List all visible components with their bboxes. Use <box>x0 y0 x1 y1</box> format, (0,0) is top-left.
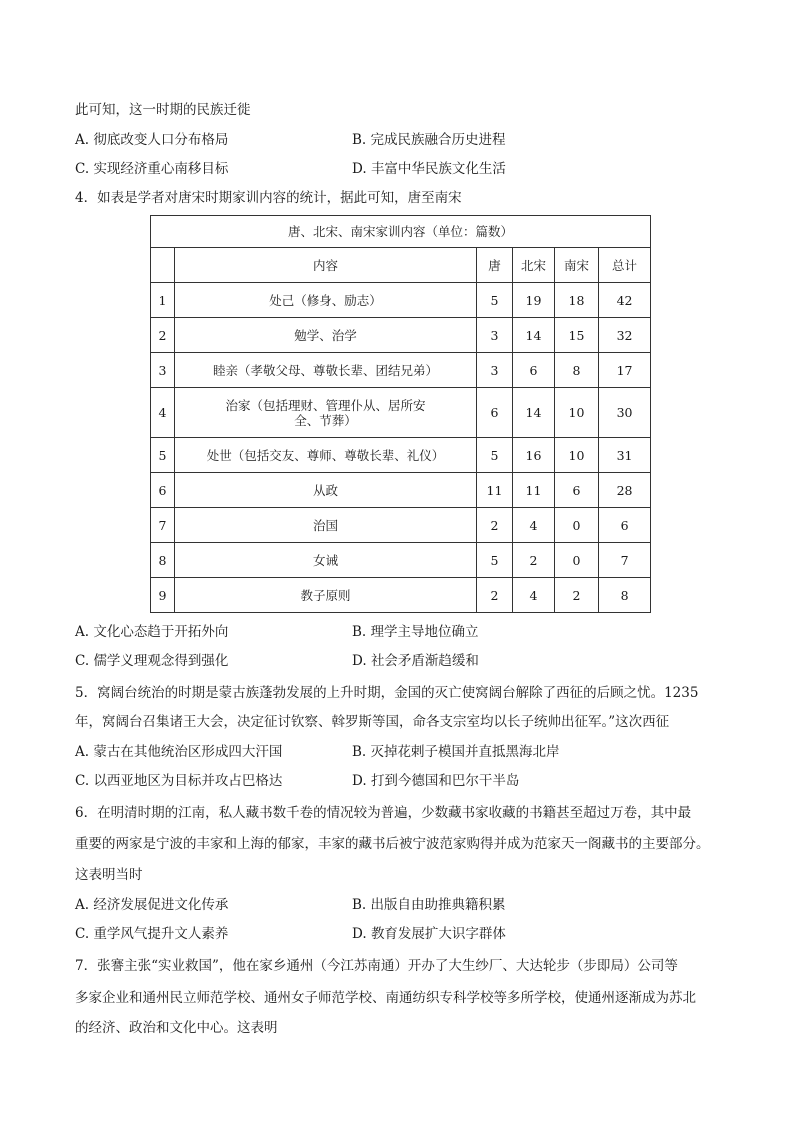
row-number: 1 <box>151 283 175 318</box>
q5-stem-line-2: 年，窝阔台召集诸王大会，决定征讨钦察、斡罗斯等国，命各支宗室均以长子统帅出征军。”这次西征 <box>75 714 670 730</box>
row-content: 处世（包括交友、尊师、尊敬长辈、礼仪） <box>175 438 477 473</box>
q5-stem-line-1: 5．窝阔台统治的时期是蒙古族蓬勃发展的上升时期，金国的灭亡使窝阔台解除了西征的后顾之忧。1235 <box>75 685 699 701</box>
row-nan-song: 0 <box>555 508 599 543</box>
header-cell: 南宋 <box>555 248 599 283</box>
row-total: 6 <box>599 508 651 543</box>
option-text: 理学主导地位确立 <box>370 624 479 640</box>
row-bei-song: 4 <box>513 578 555 613</box>
row-bei-song: 16 <box>513 438 555 473</box>
q6-option-b[interactable] <box>352 895 506 915</box>
option-text: 出版自由助推典籍积累 <box>370 897 506 913</box>
row-nan-song: 10 <box>555 388 599 438</box>
option-text: 教育发展扩大识字群体 <box>370 926 506 942</box>
row-tang: 3 <box>477 353 513 388</box>
row-nan-song: 6 <box>555 473 599 508</box>
row-content: 勉学、治学 <box>175 318 477 353</box>
option-text: 打到今德国和巴尔干半岛 <box>370 773 520 789</box>
option-letter: B. <box>352 897 367 913</box>
row-number: 8 <box>151 543 175 578</box>
q3-option-d[interactable] <box>352 159 506 179</box>
q4-option-d[interactable] <box>352 651 479 671</box>
row-tang: 5 <box>477 283 513 318</box>
row-total: 8 <box>599 578 651 613</box>
table-row <box>151 318 651 353</box>
q4-stem: 4．如表是学者对唐宋时期家训内容的统计，据此可知，唐至南宋 <box>75 190 462 206</box>
option-text: 以西亚地区为目标并攻占巴格达 <box>93 773 283 789</box>
row-total: 7 <box>599 543 651 578</box>
row-total: 28 <box>599 473 651 508</box>
row-bei-song: 4 <box>513 508 555 543</box>
q7-stem-line-3: 的经济、政治和文化中心。这表明 <box>75 1020 278 1036</box>
row-nan-song: 8 <box>555 353 599 388</box>
option-letter: C. <box>75 653 90 669</box>
q6-option-d[interactable] <box>352 924 506 944</box>
option-text: 蒙古在其他统治区形成四大汗国 <box>93 744 283 760</box>
option-text: 完成民族融合历史进程 <box>370 132 506 148</box>
option-letter: A. <box>75 132 90 148</box>
q6-stem-line-2: 重要的两家是宁波的丰家和上海的郁家，丰家的藏书后被宁波范家购得并成为范家天一阁藏书的主要部分。 <box>75 836 710 852</box>
option-letter: D. <box>352 161 367 177</box>
row-number: 9 <box>151 578 175 613</box>
table-caption: 唐、北宋、南宋家训内容（单位：篇数） <box>151 216 651 248</box>
row-total: 31 <box>599 438 651 473</box>
row-total: 17 <box>599 353 651 388</box>
row-number: 5 <box>151 438 175 473</box>
row-number: 4 <box>151 388 175 438</box>
header-cell: 总计 <box>599 248 651 283</box>
q7-stem-line-2: 多家企业和通州民立师范学校、通州女子师范学校、南通纺织专科学校等多所学校，使通州逐渐成为苏北 <box>75 990 696 1006</box>
row-tang: 5 <box>477 543 513 578</box>
row-number: 3 <box>151 353 175 388</box>
option-letter: B. <box>352 744 367 760</box>
option-letter: A. <box>75 744 90 760</box>
row-nan-song: 10 <box>555 438 599 473</box>
row-content: 女诫 <box>175 543 477 578</box>
row-number: 7 <box>151 508 175 543</box>
q5-option-a[interactable] <box>75 742 282 762</box>
header-cell: 唐 <box>477 248 513 283</box>
row-content: 处己（修身、励志） <box>175 283 477 318</box>
table-row <box>151 283 651 318</box>
q5-option-d[interactable] <box>352 771 519 791</box>
q5-option-c[interactable] <box>75 771 282 791</box>
row-tang: 11 <box>477 473 513 508</box>
option-text: 儒学义理观念得到强化 <box>93 653 229 669</box>
option-letter: A. <box>75 897 90 913</box>
row-content: 从政 <box>175 473 477 508</box>
row-total: 42 <box>599 283 651 318</box>
table-row <box>151 388 651 438</box>
q7-stem-line-1: 7．张謇主张“实业救国”，他在家乡通州（今江苏南通）开办了大生纱厂、大达轮步（步即局）公司等 <box>75 958 678 974</box>
row-bei-song: 6 <box>513 353 555 388</box>
table-row <box>151 438 651 473</box>
row-tang: 6 <box>477 388 513 438</box>
row-tang: 3 <box>477 318 513 353</box>
q6-option-a[interactable] <box>75 895 228 915</box>
q4-option-c[interactable] <box>75 651 228 671</box>
q3-option-a[interactable] <box>75 130 228 150</box>
row-bei-song: 11 <box>513 473 555 508</box>
table-row <box>151 508 651 543</box>
header-cell <box>151 248 175 283</box>
row-nan-song: 15 <box>555 318 599 353</box>
option-text: 灭掉花剌子模国并直抵黑海北岸 <box>370 744 560 760</box>
row-nan-song: 18 <box>555 283 599 318</box>
row-number: 2 <box>151 318 175 353</box>
q3-option-b[interactable] <box>352 130 506 150</box>
row-content: 教子原则 <box>175 578 477 613</box>
option-letter: D. <box>352 773 367 789</box>
q6-option-c[interactable] <box>75 924 228 944</box>
family-instruction-table <box>150 215 651 613</box>
option-text: 重学风气提升文人素养 <box>93 926 229 942</box>
option-letter: B. <box>352 624 367 640</box>
q6-stem-line-3: 这表明当时 <box>75 867 143 883</box>
table-row <box>151 578 651 613</box>
option-text: 社会矛盾渐趋缓和 <box>370 653 479 669</box>
table-header-row <box>151 248 651 283</box>
row-bei-song: 14 <box>513 318 555 353</box>
row-total: 30 <box>599 388 651 438</box>
row-total: 32 <box>599 318 651 353</box>
row-content: 治国 <box>175 508 477 543</box>
q3-option-c[interactable] <box>75 159 228 179</box>
row-nan-song: 2 <box>555 578 599 613</box>
option-letter: C. <box>75 161 90 177</box>
row-bei-song: 19 <box>513 283 555 318</box>
option-letter: C. <box>75 773 90 789</box>
option-letter: A. <box>75 624 90 640</box>
row-content: 治家（包括理财、管理仆从、居所安全、节葬） <box>175 388 477 438</box>
option-text: 经济发展促进文化传承 <box>93 897 229 913</box>
q4-option-b[interactable] <box>352 622 479 642</box>
row-number: 6 <box>151 473 175 508</box>
q6-stem-line-1: 6．在明清时期的江南，私人藏书数千卷的情况较为普遍，少数藏书家收藏的书籍甚至超过万卷，其中最 <box>75 805 692 821</box>
q5-option-b[interactable] <box>352 742 560 762</box>
header-cell: 北宋 <box>513 248 555 283</box>
row-content: 睦亲（孝敬父母、尊敬长辈、团结兄弟） <box>175 353 477 388</box>
table-row <box>151 353 651 388</box>
table-row <box>151 543 651 578</box>
option-text: 丰富中华民族文化生活 <box>370 161 506 177</box>
option-letter: B. <box>352 132 367 148</box>
q3-stem-tail: 此可知，这一时期的民族迁徙 <box>75 102 251 118</box>
option-letter: D. <box>352 926 367 942</box>
option-text: 实现经济重心南移目标 <box>93 161 229 177</box>
row-nan-song: 0 <box>555 543 599 578</box>
table-row <box>151 473 651 508</box>
row-bei-song: 2 <box>513 543 555 578</box>
option-text: 文化心态趋于开拓外向 <box>93 624 229 640</box>
row-tang: 2 <box>477 508 513 543</box>
option-letter: C. <box>75 926 90 942</box>
row-tang: 2 <box>477 578 513 613</box>
option-letter: D. <box>352 653 367 669</box>
header-cell: 内容 <box>175 248 477 283</box>
option-text: 彻底改变人口分布格局 <box>93 132 229 148</box>
row-tang: 5 <box>477 438 513 473</box>
q4-option-a[interactable] <box>75 622 228 642</box>
row-bei-song: 14 <box>513 388 555 438</box>
